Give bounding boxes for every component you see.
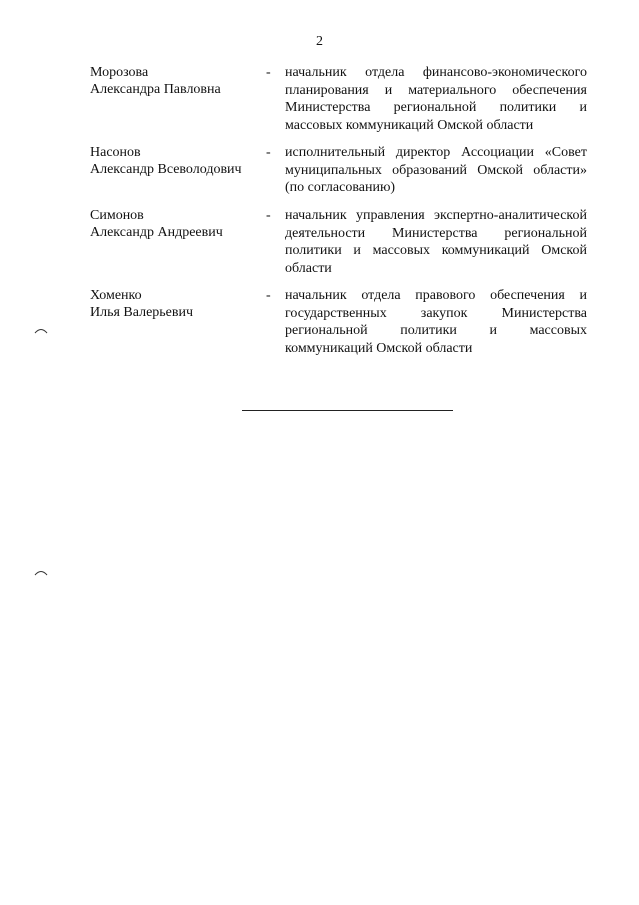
member-name bbox=[90, 287, 270, 321]
entry-dash: - bbox=[266, 145, 271, 160]
end-separator-line bbox=[242, 410, 453, 411]
hole-punch-mark bbox=[34, 326, 48, 334]
member-name bbox=[90, 144, 270, 178]
member-position: исполнительный директор Ассоциации «Совет муниципальных образований Омской области» (по согласованию) bbox=[285, 145, 587, 195]
member-position: начальник управления экспертно-аналитической деятельности Министерства региональной политики и массовых коммуникаций Омской области bbox=[285, 208, 587, 276]
member-entry bbox=[0, 64, 639, 144]
member-given-names: Илья Валерьевич bbox=[90, 305, 194, 320]
member-entry bbox=[0, 287, 639, 367]
member-given-names: Александра Павловна bbox=[90, 82, 221, 97]
member-surname: Хоменко bbox=[90, 288, 142, 303]
member-surname: Симонов bbox=[90, 208, 144, 223]
member-given-names: Александр Всеволодович bbox=[90, 162, 242, 177]
member-entry bbox=[0, 207, 639, 287]
entry-dash: - bbox=[266, 65, 271, 80]
member-name bbox=[90, 207, 270, 241]
hole-punch-mark bbox=[34, 568, 48, 576]
member-surname: Насонов bbox=[90, 145, 141, 160]
member-position: начальник отдела финансово-экономического планирования и материального обеспечения Министерства региональной политики и массовых коммуникаций Омской области bbox=[285, 65, 587, 133]
member-surname: Морозова bbox=[90, 65, 149, 80]
entry-dash: - bbox=[266, 288, 271, 303]
page-number: 2 bbox=[316, 34, 323, 49]
entry-dash: - bbox=[266, 208, 271, 223]
member-name bbox=[90, 64, 270, 98]
member-position: начальник отдела правового обеспечения и государственных закупок Министерства региональной политики и массовых коммуникаций Омской области bbox=[285, 288, 587, 356]
member-given-names: Александр Андреевич bbox=[90, 225, 223, 240]
